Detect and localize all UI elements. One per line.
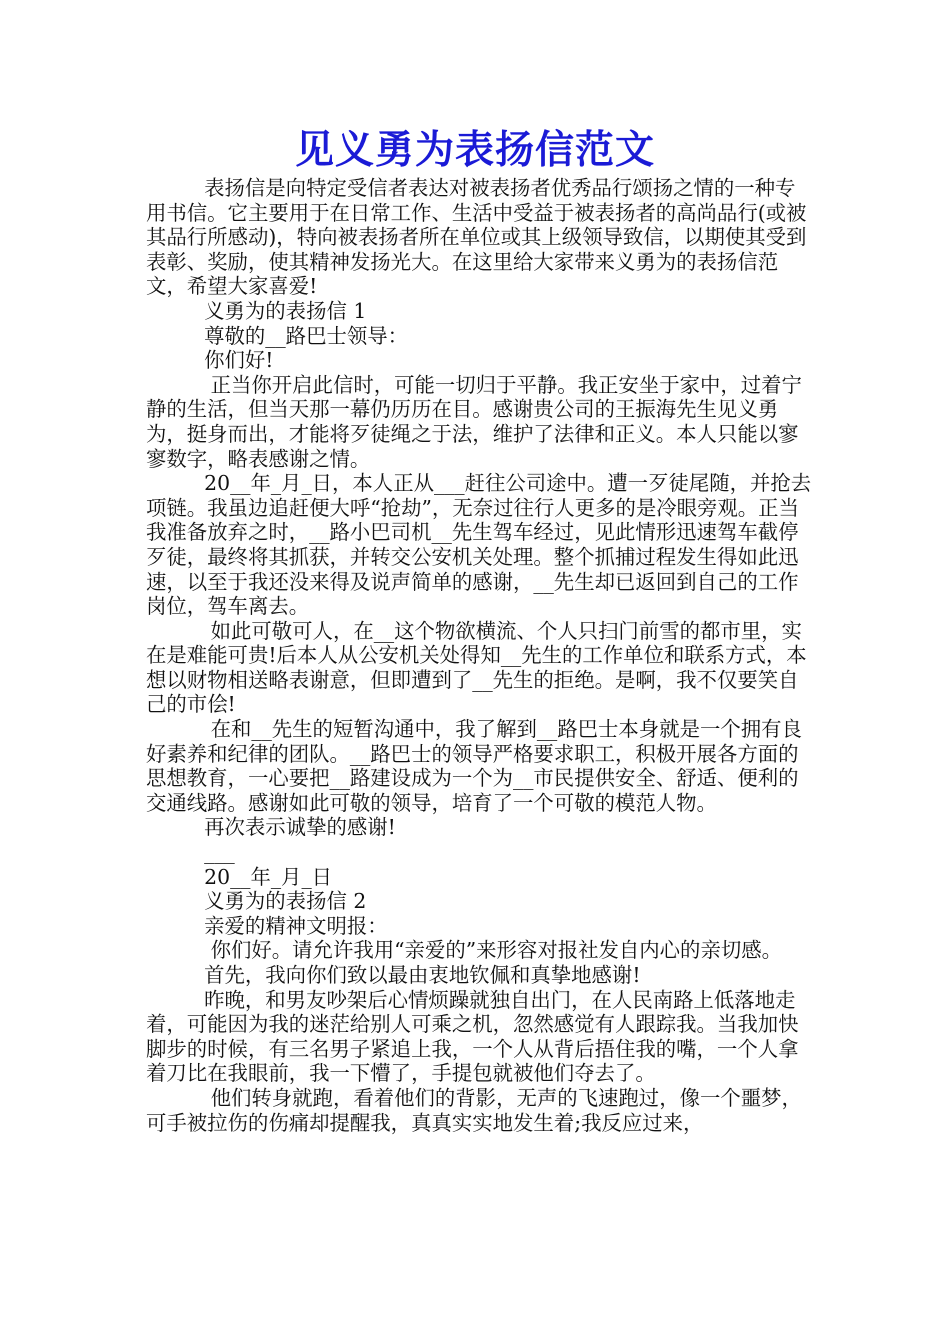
letter-1-date: 20__年_月_日 (204, 864, 333, 889)
letter-1-signature: ___ (204, 840, 235, 865)
letter-2-paragraph: 昨晚，和男友吵架后心情烦躁就独自出门，在人民南路上低落地走着，可能因为我的迷茫给别人可乘之机，忽然感觉有人跟踪我。当我加快脚步的时候，有三名男子紧追上我，一个人从背后捂住我的嘴，一个人拿着刀比在我眼前，我一下懵了，手提包就被他们夺去了。 (146, 987, 799, 1086)
intro-paragraph: 表扬信是向特定受信者表达对被表扬者优秀品行颂扬之情的一种专用书信。它主要用于在日常工作、生活中受益于被表扬者的高尚品行(或被其品行所感动)，特向被表扬者所在单位或其上级领导致信，以期使其受到表彰、奖励，使其精神发扬光大。在这里给大家带来义勇为的表扬信范文，希望大家喜爱! (146, 176, 807, 299)
letter-2-heading: 义勇为的表扬信 2 (204, 889, 367, 914)
letter-1-salutation: 尊敬的__路巴士领导： (204, 323, 409, 348)
letter-1-heading: 义勇为的表扬信 1 (204, 298, 367, 323)
letter-1-greeting: 你们好! (204, 348, 274, 373)
letter-2-paragraph: 他们转身就跑，看着他们的背影，无声的飞速跑过，像一个噩梦，可手被拉伤的伤痛却提醒我，真真实实地发生着;我反应过来， (146, 1085, 802, 1135)
letter-2-salutation: 亲爱的精神文明报： (204, 913, 388, 938)
letter-1-closing: 再次表示诚挚的感谢! (204, 815, 396, 840)
letter-body (146, 176, 814, 1135)
letter-1-paragraph: 正当你开启此信时，可能一切归于平静。我正安坐于家中，过着宁静的生活，但当天那一幕仍历历在目。感谢贵公司的王振海先生见义勇为，挺身而出，才能将歹徒绳之于法，维护了法律和正义。本人只能以寥寥数字，略表感谢之情。 (146, 372, 802, 471)
letter-2-paragraph: 你们好。请允许我用“亲爱的”来形容对报社发自内心的亲切感。 (204, 938, 783, 963)
letter-1-paragraph: 如此可敬可人，在__这个物欲横流、个人只扫门前雪的都市里，实在是难能可贵!后本人从公安机关处得知__先生的工作单位和联系方式，本想以财物相送略表谢意，但即遭到了__先生的拒绝。是啊，我不仅要笑自己的市侩! (146, 618, 807, 717)
letter-1-paragraph: 在和__先生的短暂沟通中，我了解到__路巴士本身就是一个拥有良好素养和纪律的团队。__路巴士的领导严格要求职工，积极开展各方面的思想教育，一心要把__路建设成为一个为__市民提供安全、舒适、便利的交通线路。感谢如此可敬的领导，培育了一个可敬的模范人物。 (146, 717, 802, 815)
letter-2-paragraph: 首先，我向你们致以最由衷地钦佩和真挚地感谢! (204, 963, 641, 987)
letter-1-paragraph: 20__年_月_日，本人正从___赶往公司途中。遭一歹徒尾随，并抢去项链。我虽边追赶便大呼“抢劫”，无奈过往行人更多的是冷眼旁观。正当我准备放弃之时，__路小巴司机__先生驾车经过，见此情形迅速驾车截停歹徒，最终将其抓获，并转交公安机关处理。整个抓捕过程发生得如此迅速，以至于我还没来得及说声简单的感谢，__先生却已返回到自己的工作岗位，驾车离去。 (146, 471, 812, 619)
page-title: 见义勇为表扬信范文 (294, 127, 655, 173)
